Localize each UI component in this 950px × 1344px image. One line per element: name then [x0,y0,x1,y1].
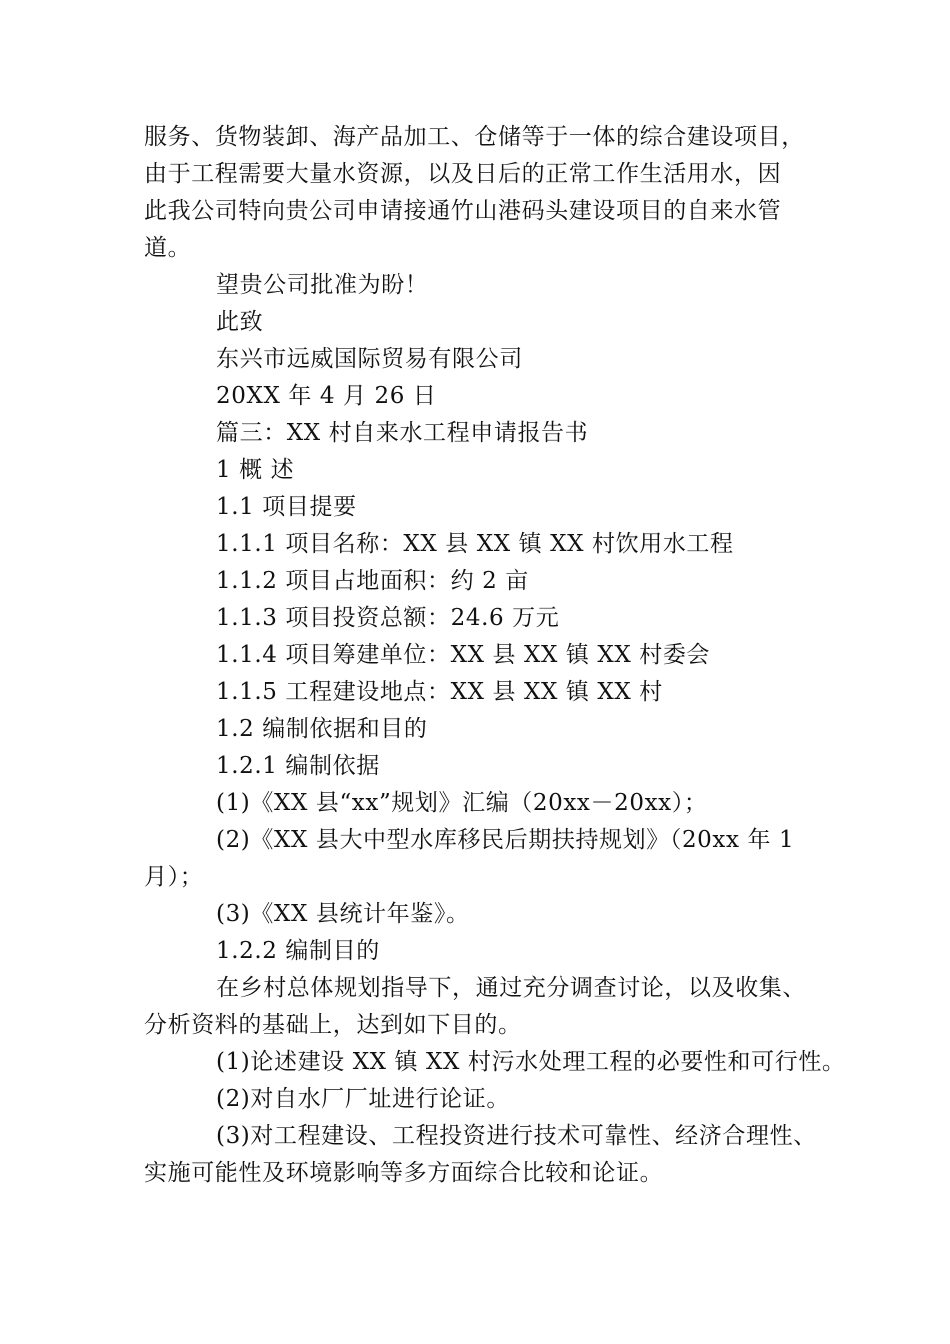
paragraph-line: 分析资料的基础上，达到如下目的。 [144,1012,522,1038]
list-item: (2)对自水厂厂址进行论证。 [216,1086,510,1112]
salutation-line: 此致 [216,309,264,335]
paragraph-line: 实施可能性及环境影响等多方面综合比较和论证。 [144,1160,664,1186]
list-item: (2)《XX 县大中型水库移民后期扶持规划》（20xx 年 1 [216,827,795,853]
list-item: (3)《XX 县统计年鉴》。 [216,901,470,927]
list-item: 1.1.5 工程建设地点：XX 县 XX 镇 XX 村 [216,679,663,705]
heading-line: 1 概 述 [216,457,295,483]
list-item: 1.1.1 项目名称：XX 县 XX 镇 XX 村饮用水工程 [216,531,734,557]
paragraph-line: 月）； [144,864,204,890]
section-title: 篇三：XX 村自来水工程申请报告书 [216,420,589,446]
paragraph-line: 此我公司特向贵公司申请接通竹山港码头建设项目的自来水管 [144,198,782,224]
paragraph-line: 望贵公司批准为盼！ [216,272,429,298]
paragraph-line: 在乡村总体规划指导下，通过充分调查讨论，以及收集、 [216,975,806,1001]
list-item: 1.1.3 项目投资总额：24.6 万元 [216,605,560,631]
heading-line: 1.1 项目提要 [216,494,357,520]
paragraph-line: 由于工程需要大量水资源，以及日后的正常工作生活用水，因 [144,161,782,187]
heading-line: 1.2.2 编制目的 [216,938,380,964]
list-item: (1)论述建设 XX 镇 XX 村污水处理工程的必要性和可行性。 [216,1049,846,1075]
list-item: 1.1.4 项目筹建单位：XX 县 XX 镇 XX 村委会 [216,642,711,668]
paragraph-line: 服务、货物装卸、海产品加工、仓储等于一体的综合建设项目， [144,124,805,150]
heading-line: 1.2.1 编制依据 [216,753,380,779]
date-line: 20XX 年 4 月 26 日 [216,383,437,409]
list-item: (1)《XX 县“xx”规划》汇编（20xx－20xx）； [216,790,708,816]
paragraph-line: 道。 [144,235,192,261]
list-item: (3)对工程建设、工程投资进行技术可靠性、经济合理性、 [216,1123,817,1149]
heading-line: 1.2 编制依据和目的 [216,716,428,742]
list-item: 1.1.2 项目占地面积：约 2 亩 [216,568,529,594]
company-name: 东兴市远威国际贸易有限公司 [216,346,523,372]
